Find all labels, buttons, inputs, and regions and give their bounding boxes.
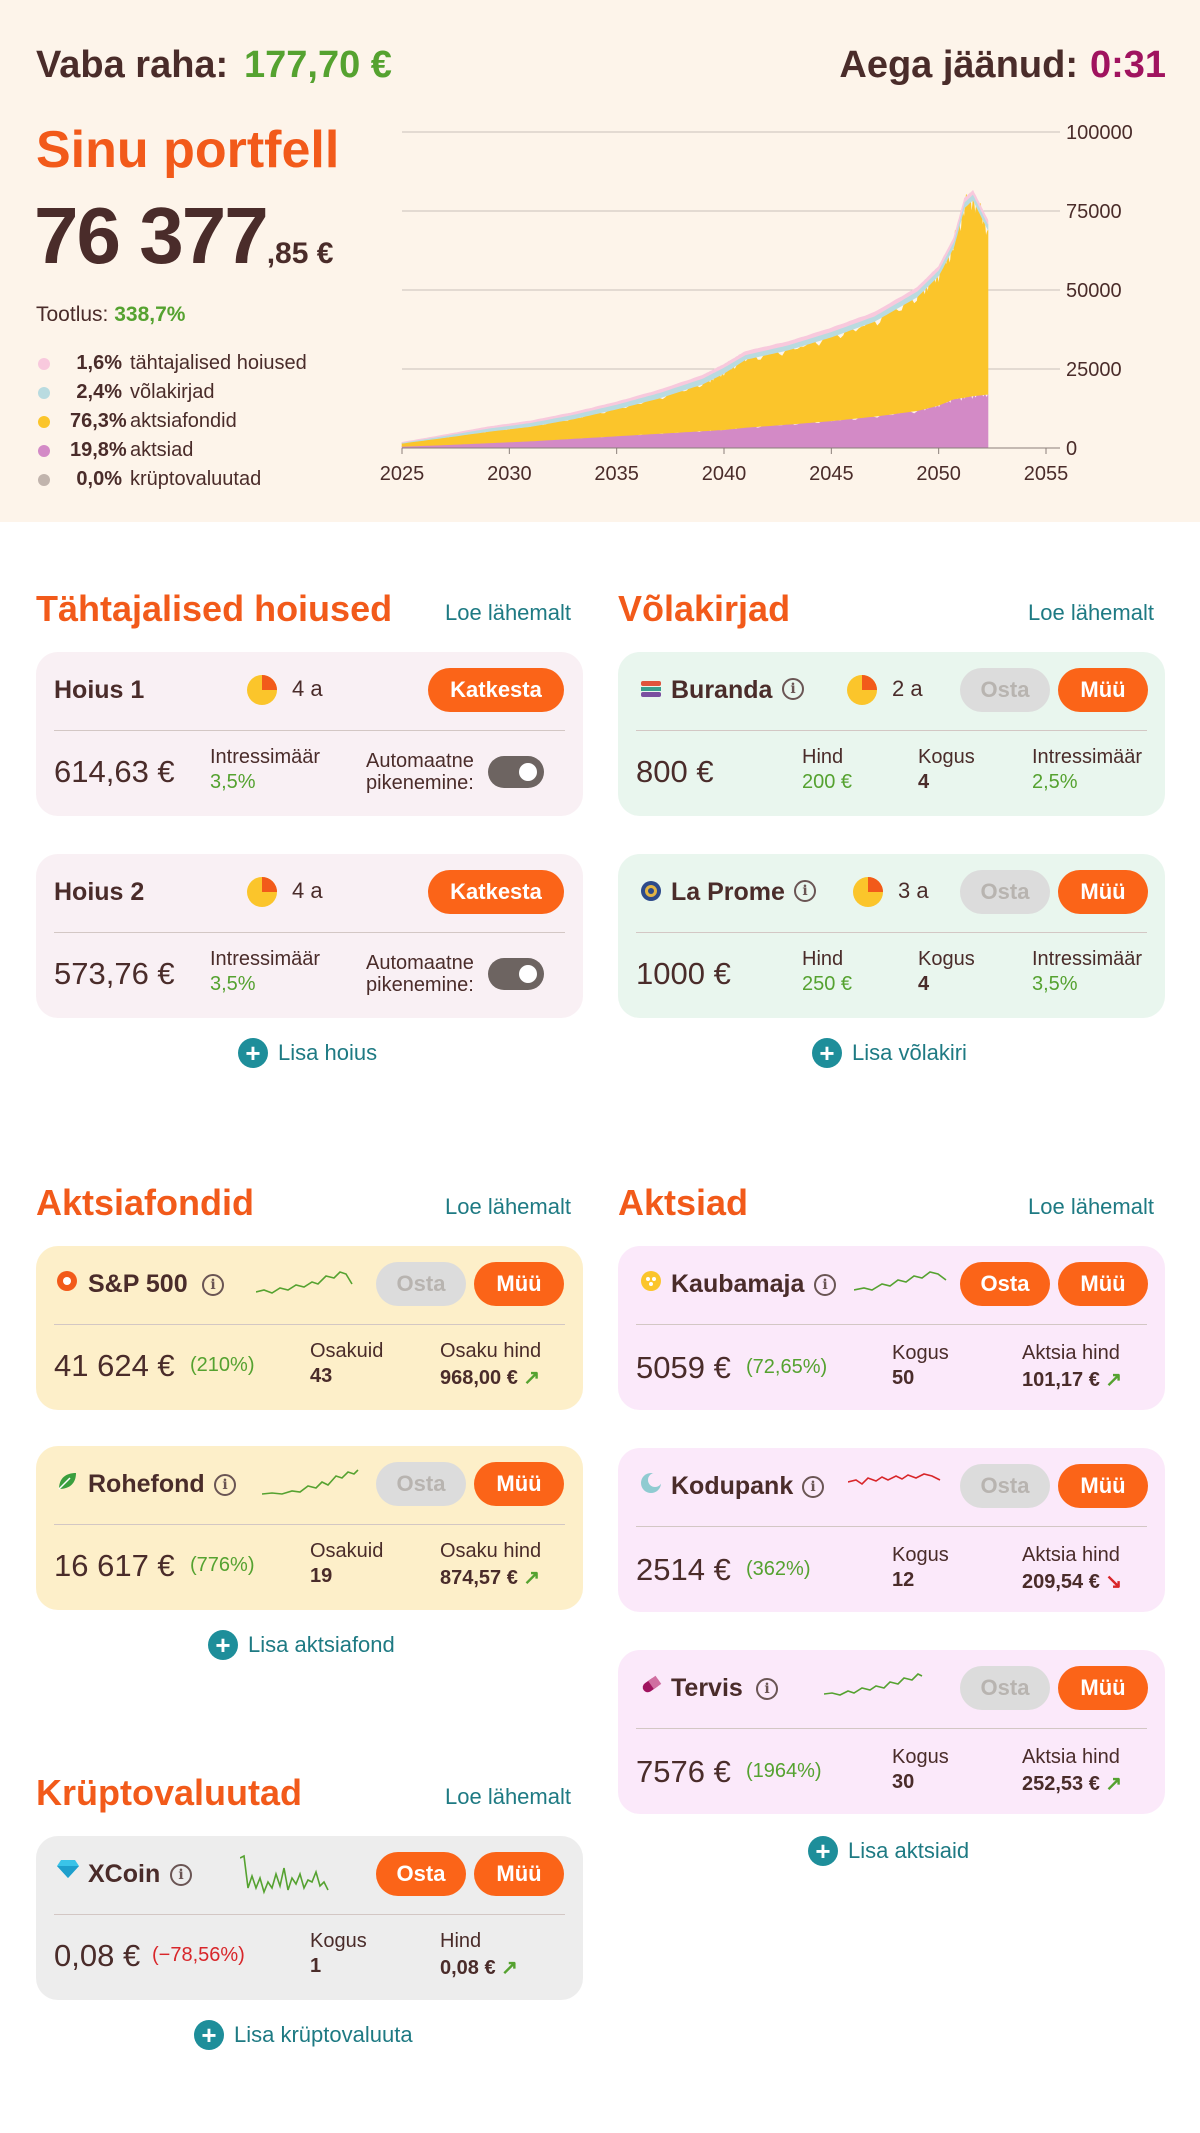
- stock-name: Kaubamaja: [671, 1270, 805, 1298]
- portfolio-title: Sinu portfell: [36, 121, 340, 179]
- sell-button[interactable]: Müü: [474, 1262, 564, 1306]
- portfolio-value-cents: ,85 €: [266, 237, 334, 270]
- portfolio-value: [34, 190, 333, 282]
- crypto-card: [36, 1836, 583, 2000]
- plus-icon: +: [238, 1038, 268, 1068]
- stock-name: Tervis: [671, 1674, 743, 1702]
- x-tick-label: 2045: [809, 463, 854, 485]
- funds-title: Aktsiafondid: [36, 1182, 255, 1223]
- plus-icon: +: [194, 2020, 224, 2050]
- trend-up-icon: ↗: [523, 1367, 541, 1389]
- rate-label: Intressimäär: [1032, 948, 1143, 970]
- quantity-value: 50: [892, 1367, 915, 1389]
- auto-renew-toggle[interactable]: [488, 756, 544, 788]
- duration-pie-icon: [246, 876, 278, 908]
- trend-up-icon: ↗: [523, 1567, 541, 1589]
- fund-amount: 16 617 €: [54, 1548, 175, 1583]
- deposit-amount: 573,76 €: [54, 956, 175, 991]
- deposit-card: [36, 652, 583, 816]
- info-icon[interactable]: i: [214, 1474, 236, 1496]
- bond-name: Buranda: [671, 676, 773, 704]
- sell-button[interactable]: Müü: [1058, 1666, 1148, 1710]
- info-icon[interactable]: i: [782, 678, 804, 700]
- x-tick-label: 2025: [379, 463, 425, 485]
- divider: [636, 730, 1147, 731]
- deposit-duration: 4 a: [292, 878, 323, 903]
- duration-pie-icon: [852, 876, 884, 908]
- rate-value: 3,5%: [1032, 973, 1078, 995]
- divider: [54, 1324, 565, 1325]
- break-deposit-button[interactable]: Katkesta: [428, 668, 564, 712]
- rate-label: Intressimäär: [1032, 746, 1143, 768]
- stock-amount: 2514 €: [636, 1552, 731, 1587]
- x-tick-label: 2050: [916, 463, 961, 485]
- deposit-name: Hoius 1: [54, 676, 145, 704]
- auto-renew-toggle[interactable]: [488, 958, 544, 990]
- bond-card: [618, 854, 1165, 1018]
- return-value: 338,7%: [114, 303, 186, 326]
- trend-up-icon: ↗: [501, 1957, 518, 1979]
- trend-up-icon: ↗: [1105, 1369, 1123, 1391]
- info-icon[interactable]: i: [756, 1678, 778, 1700]
- bonds-title: Võlakirjad: [618, 588, 791, 629]
- stock-change: (72,65%): [746, 1356, 828, 1378]
- share-price-label: Aktsia hind: [1022, 1544, 1120, 1566]
- plus-icon: +: [208, 1630, 238, 1660]
- add-fund-button[interactable]: + Lisa aktsiafond: [208, 1630, 395, 1660]
- legend-dot: [38, 445, 50, 457]
- divider: [54, 730, 565, 731]
- bond-duration: 2 a: [892, 676, 923, 701]
- stock-change: (362%): [746, 1558, 811, 1580]
- return-row: [36, 303, 185, 327]
- info-icon[interactable]: i: [202, 1274, 224, 1296]
- x-tick-label: 2040: [701, 463, 747, 485]
- info-icon[interactable]: i: [170, 1864, 192, 1886]
- fund-card: [36, 1446, 583, 1610]
- stock-trend-sparkline: [824, 1660, 924, 1704]
- stock-card: [618, 1246, 1165, 1410]
- rate-value: 2,5%: [1032, 771, 1078, 793]
- funds-more-link[interactable]: Loe lähemalt: [445, 1194, 571, 1219]
- fund-change: (776%): [190, 1554, 255, 1576]
- bond-card: [618, 652, 1165, 816]
- legend-item: 0,0% krüptovaluutad: [38, 468, 261, 491]
- units-label: Osakuid: [310, 1340, 384, 1362]
- quantity-label: Kogus: [892, 1746, 949, 1768]
- stock-card: [618, 1650, 1165, 1814]
- fund-change: (210%): [190, 1354, 255, 1376]
- deposit-card: [36, 854, 583, 1018]
- quantity-label: Kogus: [892, 1342, 949, 1364]
- share-price-value: 101,17 € ↗: [1022, 1369, 1123, 1391]
- crypto-more-link[interactable]: Loe lähemalt: [445, 1784, 571, 1809]
- units-value: 19: [310, 1565, 333, 1587]
- quantity-label: Kogus: [310, 1930, 367, 1952]
- sell-button[interactable]: Müü: [1058, 870, 1148, 914]
- buy-button[interactable]: Osta: [960, 1666, 1050, 1710]
- y-tick-label: 25000: [1066, 359, 1122, 381]
- divider: [636, 932, 1147, 933]
- sell-button[interactable]: Müü: [1058, 668, 1148, 712]
- stock-amount: 5059 €: [636, 1350, 731, 1385]
- quantity-value: 12: [892, 1569, 915, 1591]
- trend-down-icon: ↘: [1105, 1571, 1123, 1593]
- bond-amount: 800 €: [636, 754, 714, 789]
- fund-amount: 41 624 €: [54, 1348, 175, 1383]
- quantity-value: 4: [918, 973, 930, 995]
- buy-button[interactable]: Osta: [376, 1462, 466, 1506]
- stock-name: Kodupank: [671, 1472, 794, 1500]
- auto-renew-label-2: pikenemine:: [366, 772, 474, 794]
- add-crypto-button[interactable]: + Lisa krüptovaluuta: [194, 2020, 413, 2050]
- trend-up-icon: ↗: [1105, 1773, 1123, 1795]
- portfolio-value-main: 76 377: [34, 191, 267, 280]
- buranda-logo-icon: [640, 678, 662, 700]
- rate-value: 3,5%: [210, 973, 256, 995]
- buy-button[interactable]: Osta: [960, 870, 1050, 914]
- y-tick-label: 50000: [1066, 280, 1122, 302]
- quantity-label: Kogus: [918, 746, 975, 768]
- deposit-name: Hoius 2: [54, 878, 145, 906]
- divider: [54, 1914, 565, 1915]
- sell-button[interactable]: Müü: [474, 1852, 564, 1896]
- sell-button[interactable]: Müü: [474, 1462, 564, 1506]
- crypto-trend-sparkline: [240, 1848, 340, 1898]
- buy-button[interactable]: Osta: [960, 1262, 1050, 1306]
- add-deposit-button[interactable]: + Lisa hoius: [238, 1038, 377, 1068]
- break-deposit-button[interactable]: Katkesta: [428, 870, 564, 914]
- portfolio-summary: [0, 0, 1200, 522]
- stocks-title: Aktsiad: [618, 1182, 749, 1223]
- legend-item: 1,6% tähtajalised hoiused: [38, 352, 307, 375]
- info-icon[interactable]: i: [794, 880, 816, 902]
- x-tick-label: 2055: [1023, 463, 1069, 485]
- share-price-value: 209,54 € ↘: [1022, 1571, 1123, 1593]
- legend-item: 19,8% aktsiad: [38, 439, 193, 462]
- crypto-change: (−78,56%): [152, 1944, 245, 1966]
- deposit-duration: 4 a: [292, 676, 323, 701]
- auto-renew-label-2: pikenemine:: [366, 974, 474, 996]
- quantity-label: Kogus: [892, 1544, 949, 1566]
- buy-button[interactable]: Osta: [960, 1464, 1050, 1508]
- quantity-value: 30: [892, 1771, 915, 1793]
- fund-card: [36, 1246, 583, 1410]
- unit-price-label: Osaku hind: [440, 1540, 542, 1562]
- y-tick-label: 100000: [1066, 122, 1133, 144]
- deposits-title: Tähtajalised hoiused: [36, 588, 393, 629]
- info-icon[interactable]: i: [802, 1476, 824, 1498]
- legend-dot: [38, 358, 50, 370]
- pill-icon: [640, 1674, 662, 1696]
- quantity-value: 1: [310, 1955, 322, 1977]
- add-stock-button[interactable]: + Lisa aktsiaid: [808, 1836, 969, 1866]
- sell-button[interactable]: Müü: [1058, 1262, 1148, 1306]
- la-prome-logo-icon: [640, 880, 662, 902]
- price-value: 200 €: [802, 771, 853, 793]
- fund-area: [402, 193, 988, 446]
- plus-icon: +: [808, 1836, 838, 1866]
- plus-icon: +: [812, 1038, 842, 1068]
- divider: [54, 1524, 565, 1525]
- unit-price-value: 968,00 € ↗: [440, 1367, 541, 1389]
- unit-price-label: Osaku hind: [440, 1340, 542, 1362]
- fund-trend-sparkline: [256, 1258, 356, 1302]
- price-label: Hind: [802, 948, 844, 970]
- bond-duration: 3 a: [898, 878, 929, 903]
- cash-value: 177,70 €: [244, 44, 392, 86]
- price-value: 250 €: [802, 973, 853, 995]
- y-tick-label: 0: [1066, 438, 1078, 460]
- legend-dot: [38, 474, 50, 486]
- rate-label: Intressimäär: [210, 746, 321, 768]
- units-value: 43: [310, 1365, 333, 1387]
- units-label: Osakuid: [310, 1540, 384, 1562]
- rate-label: Intressimäär: [210, 948, 321, 970]
- sell-button[interactable]: Müü: [1058, 1464, 1148, 1508]
- cash-label: Vaba raha:: [36, 44, 229, 86]
- buy-button[interactable]: Osta: [376, 1852, 466, 1896]
- buy-button[interactable]: Osta: [376, 1262, 466, 1306]
- legend-dot: [38, 387, 50, 399]
- fund-name: Rohefond: [88, 1470, 205, 1498]
- fund-name: S&P 500: [88, 1270, 188, 1298]
- crypto-name: XCoin: [88, 1860, 161, 1888]
- duration-pie-icon: [246, 674, 278, 706]
- share-price-value: 252,53 € ↗: [1022, 1773, 1123, 1795]
- time-label: Aega jäänud:: [839, 44, 1078, 86]
- fund-trend-sparkline: [262, 1458, 362, 1502]
- rate-value: 3,5%: [210, 771, 256, 793]
- deposit-amount: 614,63 €: [54, 754, 175, 789]
- x-tick-label: 2030: [487, 463, 532, 485]
- kodupank-logo-icon: [640, 1472, 662, 1494]
- x-tick-label: 2035: [594, 463, 639, 485]
- divider: [636, 1728, 1147, 1729]
- kaubamaja-logo-icon: [640, 1270, 662, 1292]
- bond-amount: 1000 €: [636, 956, 731, 991]
- divider: [636, 1526, 1147, 1527]
- stocks-more-link[interactable]: Loe lähemalt: [1028, 1194, 1154, 1219]
- share-price-label: Aktsia hind: [1022, 1342, 1120, 1364]
- price-label: Hind: [440, 1930, 482, 1952]
- legend-dot: [38, 416, 50, 428]
- crypto-title: Krüptovaluutad: [36, 1772, 302, 1813]
- stock-card: [618, 1448, 1165, 1612]
- sp500-logo-icon: [56, 1270, 78, 1292]
- auto-renew-label-1: Automaatne: [366, 952, 474, 974]
- stock-amount: 7576 €: [636, 1754, 731, 1789]
- leaf-icon: [56, 1470, 78, 1492]
- info-icon[interactable]: i: [814, 1274, 836, 1296]
- legend-item: 76,3% aktsiafondid: [38, 410, 237, 433]
- y-tick-label: 75000: [1066, 201, 1122, 223]
- legend-item: 2,4% võlakirjad: [38, 381, 214, 404]
- price-value: 0,08 € ↗: [440, 1957, 518, 1979]
- divider: [636, 1324, 1147, 1325]
- buy-button[interactable]: Osta: [960, 668, 1050, 712]
- stock-trend-sparkline: [848, 1458, 944, 1502]
- quantity-label: Kogus: [918, 948, 975, 970]
- share-price-label: Aktsia hind: [1022, 1746, 1120, 1768]
- portfolio-chart: [370, 110, 1170, 500]
- stock-change: (1964%): [746, 1760, 822, 1782]
- duration-pie-icon: [846, 674, 878, 706]
- unit-price-value: 874,57 € ↗: [440, 1567, 541, 1589]
- time-value: 0:31: [1089, 44, 1166, 86]
- crypto-amount: 0,08 €: [54, 1938, 141, 1973]
- price-label: Hind: [802, 746, 844, 768]
- bond-name: La Prome: [671, 878, 785, 906]
- stock-trend-sparkline: [854, 1258, 950, 1302]
- divider: [54, 932, 565, 933]
- bonds-more-link[interactable]: Loe lähemalt: [1028, 600, 1154, 625]
- return-label: Tootlus:: [36, 303, 109, 326]
- deposits-more-link[interactable]: Loe lähemalt: [445, 600, 571, 625]
- quantity-value: 4: [918, 771, 930, 793]
- add-bond-button[interactable]: + Lisa võlakiri: [812, 1038, 967, 1068]
- diamond-icon: [56, 1858, 80, 1880]
- auto-renew-label-1: Automaatne: [366, 750, 474, 772]
